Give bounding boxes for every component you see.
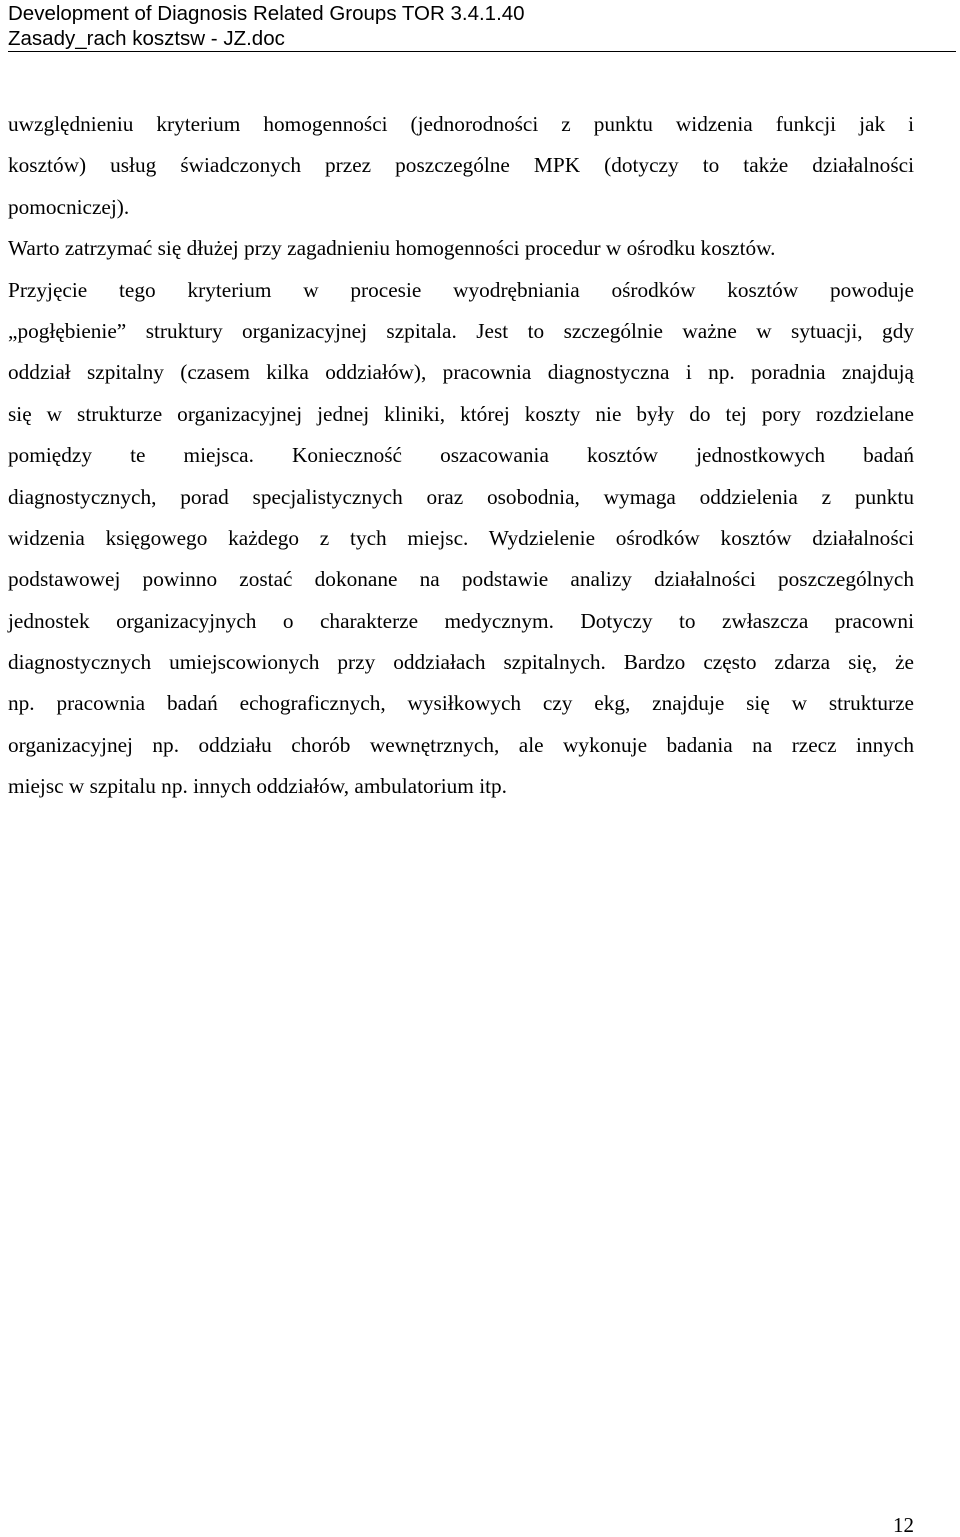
body-line: Warto zatrzymać się dłużej przy zagadnieniu homogenności procedur w ośrodku kosztów.	[8, 236, 776, 261]
body-line: widzenia księgowego każdego z tych miejsc. Wydzielenie ośrodków kosztów działalności	[8, 525, 914, 550]
body-line: np. pracownia badań echograficznych, wysiłkowych czy ekg, znajduje się w strukturze	[8, 691, 914, 716]
page-header	[8, 0, 956, 52]
body-line: pomocniczej).	[8, 194, 130, 219]
body-line: uwzględnieniu kryterium homogenności (jednorodności z punktu widzenia funkcji jak i	[8, 112, 914, 136]
body-line: „pogłębienie” struktury organizacyjnej szpitala. Jest to szczególnie ważne w sytuacji, gdy	[8, 318, 914, 343]
body-line: się w strukturze organizacyjnej jednej kliniki, której koszty nie były do tej pory rozdzielane	[8, 401, 914, 426]
header-filename: Zasady_rach kosztsw - JZ.doc	[8, 27, 285, 50]
body-line: pomiędzy te miejsca. Konieczność oszacowania kosztów jednostkowych badań	[8, 443, 914, 468]
body-line: oddział szpitalny (czasem kilka oddziałów), pracownia diagnostyczna i np. poradnia znajdują	[8, 360, 914, 385]
body-line: organizacyjnej np. oddziału chorób wewnętrznych, ale wykonuje badania na rzecz innych	[8, 732, 914, 757]
body-line: Przyjęcie tego kryterium w procesie wyodrębniania ośrodków kosztów powoduje	[8, 277, 914, 302]
document-body	[8, 104, 914, 808]
body-line: jednostek organizacyjnych o charakterze medycznym. Dotyczy to zwłaszcza pracowni	[8, 608, 914, 633]
body-line: kosztów) usług świadczonych przez poszczególne MPK (dotyczy to także działalności	[8, 153, 914, 178]
body-line: diagnostycznych umiejscowionych przy oddziałach szpitalnych. Bardzo często zdarza się, że	[8, 650, 914, 675]
body-line: podstawowej powinno zostać dokonane na podstawie analizy działalności poszczególnych	[8, 567, 914, 592]
body-line: diagnostycznych, porad specjalistycznych oraz osobodnia, wymaga oddzielenia z punktu	[8, 484, 914, 509]
page-number: 12	[893, 1513, 914, 1537]
body-line: miejsc w szpitalu np. innych oddziałów, ambulatorium itp.	[8, 774, 507, 799]
header-title: Development of Diagnosis Related Groups TOR 3.4.1.40	[8, 2, 525, 25]
